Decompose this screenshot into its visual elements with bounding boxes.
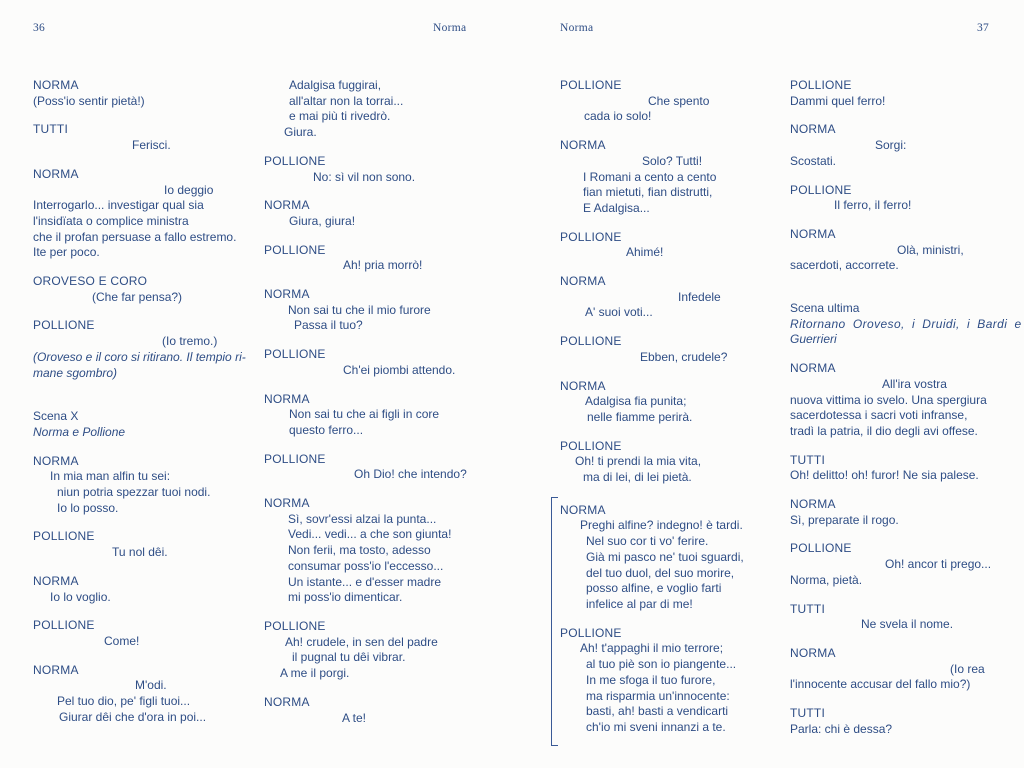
character-name: NORMA [264,287,310,302]
character-name: NORMA [790,645,836,660]
libretto-line: Norma, pietà. [790,572,863,587]
libretto-line: Ah! t'appaghi il mio terrore; [580,641,724,656]
libretto-line: M'odi. [135,678,167,693]
character-name: NORMA [33,573,79,588]
libretto-line: Ah! crudele, in sen del padre [285,634,438,649]
page-37 [512,0,1024,768]
column-page36-left [33,78,248,726]
character-name: POLLIONE [560,229,622,244]
libretto-line: cada io solo! [584,109,652,124]
column-page36-right [264,78,479,726]
libretto-line: sacerdotessa i sacri voti infranse, [790,408,968,423]
libretto-line: Dammi quel ferro! [790,93,886,108]
libretto-line: niun potria spezzar tuoi nodi. [57,485,211,500]
character-name: POLLIONE [560,334,622,349]
libretto-line: Ahimé! [626,245,664,260]
libretto-line: Oh Dio! che intendo? [354,467,467,482]
libretto-line: nuova vittima io svelo. Una spergiura [790,392,987,407]
character-name: OROVESO E CORO [33,274,148,289]
libretto-line: Scena X [33,409,79,424]
stage-direction: (Oroveso e il coro si ritirano. Il tempio ri- [33,349,246,364]
libretto-line: l'innocente accusar del fallo mio?) [790,677,971,692]
libretto-line: A me il porgi. [280,666,350,681]
libretto-line: In mia man alfin tu sei: [50,469,171,484]
libretto-line: Ne svela il nome. [861,617,954,632]
character-name: NORMA [560,378,606,393]
libretto-line: Parla: chi è dessa? [790,721,893,736]
character-name: NORMA [264,391,310,406]
character-name: POLLIONE [560,625,622,640]
character-name: NORMA [33,78,79,92]
character-name: POLLIONE [264,618,326,633]
libretto-line: ch'io mi sveni innanzi a te. [586,719,726,734]
libretto-line: fian mietuti, fian distrutti, [583,185,713,200]
character-name: NORMA [560,274,606,289]
running-title-left: Norma [433,22,467,34]
character-name: POLLIONE [264,153,326,168]
character-name: NORMA [264,496,310,511]
character-name: POLLIONE [560,78,622,92]
libretto-line: (Poss'io sentir pietà!) [33,93,145,108]
libretto-line: ma risparmia un'innocente: [586,688,730,703]
character-name: TUTTI [790,706,825,721]
character-name: NORMA [264,198,310,213]
libretto-line: Io lo voglio. [50,589,111,604]
libretto-line: e mai più ti rivedrò. [289,109,391,124]
libretto-line: Il ferro, il ferro! [834,198,912,213]
character-name: TUTTI [790,601,825,616]
libretto-line: Oh! ancor ti prego... [885,557,992,572]
libretto-line: Oh! ti prendi la mia vita, [575,454,702,469]
libretto-line: (Io rea [950,661,985,676]
column-page37-left [560,78,775,736]
libretto-line: Che spento [648,93,710,108]
libretto-line: al tuo piè son io piangente... [586,657,737,672]
character-name: NORMA [790,361,836,376]
character-name: POLLIONE [790,78,852,92]
character-name: NORMA [790,226,836,241]
libretto-line: l'insidïata o complice ministra [33,213,189,228]
libretto-line: Sorgi: [875,138,907,153]
character-name: POLLIONE [790,182,852,197]
character-name: NORMA [33,453,79,468]
libretto-line: Interrogarlo... investigar qual sia [33,198,204,213]
libretto-line: (Che far pensa?) [92,289,183,304]
libretto-line: Adalgisa fia punita; [585,394,687,409]
character-name: POLLIONE [33,618,95,633]
character-name: NORMA [790,497,836,512]
libretto-line: E Adalgisa... [583,200,650,215]
character-name: NORMA [264,694,310,709]
libretto-line: Ite per poco. [33,245,100,260]
character-name: POLLIONE [33,529,95,544]
column-page37-right [790,78,1022,738]
libretto-line: Passa il tuo? [294,318,363,333]
character-name: POLLIONE [264,242,326,257]
libretto-line: Non ferii, ma tosto, adesso [288,543,431,558]
libretto-line: Già mi pasco ne' tuoi sguardi, [586,549,744,564]
libretto-line: Ferisci. [132,138,171,153]
running-title-right: Norma [560,22,594,34]
libretto-line: (Io tremo.) [162,334,218,349]
ensemble-bracket [551,497,558,746]
character-name: NORMA [790,122,836,137]
libretto-line: Come! [104,633,140,648]
libretto-line: che il profan persuase a fallo estremo. [33,229,237,244]
character-name: NORMA [560,502,606,517]
libretto-line: I Romani a cento a cento [583,169,717,184]
libretto-line: Scostati. [790,153,837,168]
libretto-line: Oh! delitto! oh! furor! Ne sia palese. [790,468,979,483]
libretto-line: tradì la patria, il dio degli avi offese. [790,423,978,438]
libretto-line: Un istante... e d'esser madre [288,574,442,589]
libretto-line: Adalgisa fuggirai, [289,78,382,92]
libretto-line: basti, ah! basti a vendicarti [586,704,729,719]
libretto-line: Non sai tu che il mio furore [288,302,431,317]
libretto-line: Tu nol dêi. [112,545,168,560]
libretto-line: Io deggio [164,182,214,197]
character-name: POLLIONE [790,541,852,556]
libretto-line: Pel tuo dio, pe' figli tuoi... [57,694,191,709]
libretto-line: Solo? Tutti! [642,153,703,168]
character-name: POLLIONE [264,451,326,466]
page-number-right: 37 [977,22,990,34]
character-name: TUTTI [33,122,68,137]
libretto-line: Giurar dêi che d'ora in poi... [59,709,207,724]
character-name: TUTTI [790,452,825,467]
character-name: POLLIONE [560,438,622,453]
libretto-line: nelle fiamme perirà. [587,409,693,424]
libretto-line: ma di lei, di lei pietà. [583,470,692,485]
libretto-line: il pugnal tu dêi vibrar. [292,650,406,665]
character-name: POLLIONE [33,318,95,333]
stage-direction: Norma e Pollione [33,424,126,439]
libretto-line: Olà, ministri, [897,242,964,257]
libretto-line: Ch'ei piombi attendo. [343,362,456,377]
libretto-line: posso alfine, e voglio farti [586,581,722,596]
libretto-line: No: sì vil non sono. [313,169,416,184]
libretto-line: Nel suo cor ti vo' ferire. [586,534,709,549]
libretto-line: In me sfoga il tuo furore, [586,672,716,687]
stage-direction: Guerrieri [790,332,837,347]
libretto-line: Scena ultima [790,301,860,316]
libretto-line: Non sai tu che ai figli in core [289,407,440,422]
stage-direction: Ritornano Oroveso, i Druidi, i Bardi e [790,316,1022,331]
libretto-line: Infedele [678,289,721,304]
libretto-line: sacerdoti, accorrete. [790,258,899,273]
libretto-line: questo ferro... [289,422,364,437]
libretto-line: All'ira vostra [882,376,947,391]
libretto-line: del tuo duol, del suo morire, [586,565,735,580]
libretto-line: A' suoi voti... [585,305,653,320]
libretto-line: Ah! pria morrò! [343,258,423,273]
libretto-line: A te! [342,710,367,725]
libretto-line: Giura, giura! [289,213,356,228]
libretto-line: mi poss'io dimenticar. [288,590,403,605]
stage-direction: mane sgombro) [33,365,118,380]
page-number-left: 36 [33,22,46,34]
libretto-line: Giura. [284,125,317,140]
libretto-line: infelice al par di me! [586,596,693,611]
libretto-line: all'altar non la torrai... [289,93,404,108]
libretto-line: Vedi... vedi... a che son giunta! [288,527,452,542]
libretto-line: Preghi alfine? indegno! è tardi. [580,518,743,533]
libretto-line: Sì, preparate il rogo. [790,512,899,527]
libretto-line: Ebben, crudele? [640,349,728,364]
libretto-line: Io lo posso. [57,500,119,515]
character-name: NORMA [33,662,79,677]
character-name: POLLIONE [264,347,326,362]
libretto-line: consumar poss'io l'eccesso... [288,558,444,573]
character-name: NORMA [33,166,79,181]
character-name: NORMA [560,138,606,153]
libretto-line: Sì, sovr'essi alzai la punta... [288,511,437,526]
